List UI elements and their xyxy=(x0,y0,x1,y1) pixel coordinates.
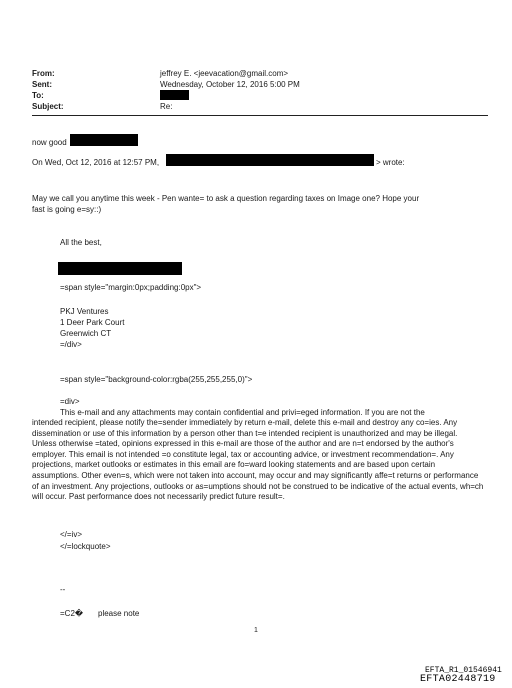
span-style-2: =span style="background-color:rgba(255,255,255,0)"> xyxy=(60,375,253,384)
to-label: To: xyxy=(32,91,44,100)
signature-dashes: -- xyxy=(60,585,66,594)
subject-label: Subject: xyxy=(32,102,64,111)
address-street: 1 Deer Park Court xyxy=(60,318,125,327)
footer-id-small: EFTA_R1_01546941 xyxy=(425,666,502,675)
footer-id-large: EFTA02448719 xyxy=(420,674,496,685)
disclaimer-first-line: This e-mail and any attachments may contain confidential and privi=eged information. If you are not the xyxy=(60,408,425,417)
sent-label: Sent: xyxy=(32,80,52,89)
from-label: From: xyxy=(32,69,55,78)
from-value: jeffrey E. <jeevacation@gmail.com> xyxy=(160,69,289,78)
address-div-close: =/div> xyxy=(60,340,82,349)
disclaimer-text xyxy=(32,418,484,503)
to-redaction xyxy=(160,90,189,100)
blockquote-close-tag: </=lockquote> xyxy=(60,542,111,551)
name-redaction xyxy=(70,134,138,146)
quote-line-1: May we call you anytime this week - Pen wante= to ask a question regarding taxes on Image one? Hope your xyxy=(32,194,420,203)
sent-value: Wednesday, October 12, 2016 5:00 PM xyxy=(160,80,300,89)
all-best-text: All the best, xyxy=(60,238,102,247)
div-open: =div> xyxy=(60,397,80,406)
c2-marker: =C2� xyxy=(60,609,84,618)
wrote-text: > wrote: xyxy=(376,158,405,167)
disclaimer-paragraph: intended recipient, please notify the=sender immediately by return e-mail, delete this e-mail and destroy any co=ies. Any dissemination or use of this information by a person other than t=e intended recipient is unauthorized and may be illegal. Unless otherwise =tated, opinions expressed in this e-mail are those of the author and are n=t endorsed by the author's employer. This email is not intended =o constitute legal, tax or accounting advice, or investment recommendation=. Any projections, market outlooks or estimates in this email are fo=ward looking statements and are based upon certain assumptions. Other even=s, which were not taken into account, may occur and may significantly affe=t returns or performance of an investment. Any projections, outlooks or as=umptions should not be construed to be indicative of the actual events, wh=ch will occur. Past performance does not necessarily predict future result=. xyxy=(32,418,484,502)
address-city: Greenwich CT xyxy=(60,329,112,338)
header-divider xyxy=(32,115,488,116)
span-style-1: =span style="margin:0px;padding:0px"> xyxy=(60,283,202,292)
page-number: 1 xyxy=(254,627,258,634)
quote-line-2: fast is going e=sy::) xyxy=(32,205,102,214)
now-good-text: now good xyxy=(32,138,67,147)
div-close-tag: </=iv> xyxy=(60,530,83,539)
address-company: PKJ Ventures xyxy=(60,307,109,316)
please-note-text: please note xyxy=(98,609,140,618)
on-date-text: On Wed, Oct 12, 2016 at 12:57 PM, xyxy=(32,158,160,167)
sender-redaction xyxy=(166,154,374,166)
signature-redaction xyxy=(58,262,182,275)
subject-value: Re: xyxy=(160,102,173,111)
